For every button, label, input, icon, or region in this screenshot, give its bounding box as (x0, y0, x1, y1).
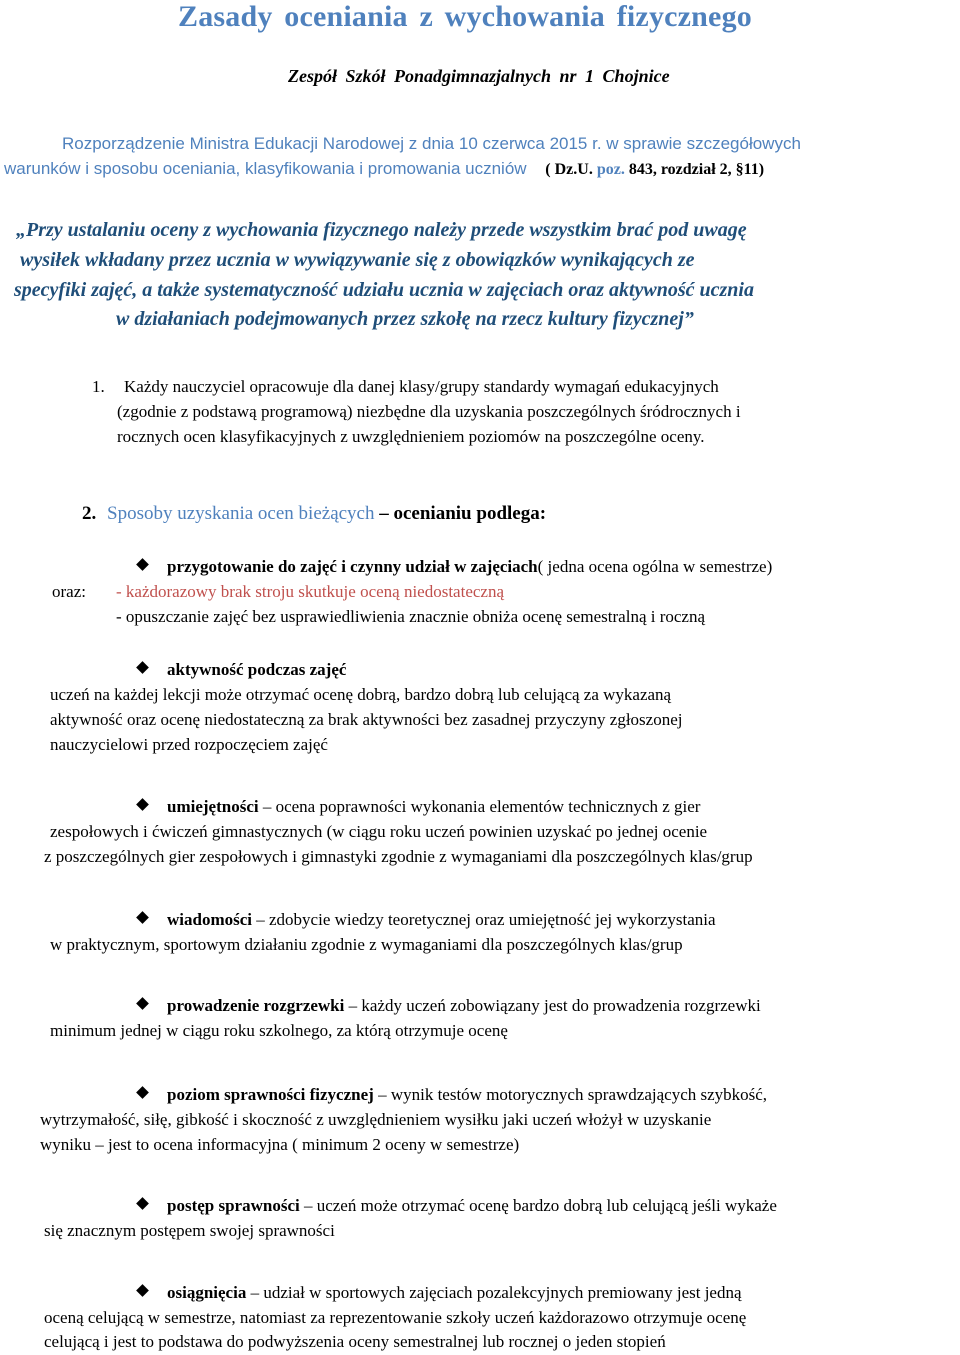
achievements-line-2: oceną celującą w semestrze, natomiast za reprezentowanie szkoły uczeń każdorazowo otrzymuje ocenę (44, 1308, 747, 1327)
fitness-line-3: wyniku – jest to ocena informacyjna ( minimum 2 oceny w semestrze) (40, 1135, 520, 1154)
knowledge-line-2: w praktycznym, sportowym działaniu zgodnie z wymaganiami dla poszczególnych klas/grup (50, 935, 683, 954)
regulation-line-2 (4, 159, 764, 179)
activity-line-1: uczeń na każdej lekcji może otrzymać ocenę dobrą, bardzo dobrą lub celującą za wykazaną (50, 685, 672, 704)
warmup-line-2: minimum jednej w ciągu roku szkolnego, za którą otrzymuje ocenę (50, 1021, 508, 1040)
progress-line-2: się znacznym postępem swojej sprawności (44, 1221, 335, 1240)
list-item-skills: umiejętności – ocena poprawności wykonania elementów technicznych z gier (138, 797, 700, 817)
prep-sub-1: - każdorazowy brak stroju skutkuje oceną niedostateczną (116, 582, 505, 601)
diamond-bullet-icon (136, 661, 149, 674)
list-item-warmup: prowadzenie rozgrzewki – każdy uczeń zobowiązany jest do prowadzenia rozgrzewki (138, 996, 761, 1016)
point-2-heading-rest: – ocenianiu podlega: (374, 503, 547, 524)
quote-line-2: wysiłek wkładany przez ucznia w wywiązywanie się z obowiązków wynikających ze (20, 249, 695, 271)
list-item-progress: postęp sprawności – uczeń może otrzymać ocenę bardzo dobrą lub celującą jeśli wykaże (138, 1196, 777, 1216)
diamond-bullet-icon (136, 558, 149, 571)
page-title: Zasady oceniania z wychowania fizycznego (178, 0, 752, 33)
quote-line-4: w działaniach podejmowanych przez szkołę na rzecz kultury fizycznej” (116, 308, 694, 330)
point-2-heading-blue: Sposoby uzyskania ocen bieżących (107, 503, 375, 524)
activity-line-3: nauczycielowi przed rozpoczęciem zajęć (50, 735, 328, 754)
regulation-line-1: Rozporządzenie Ministra Edukacji Narodowej z dnia 10 czerwca 2015 r. w sprawie szczegółowych (62, 134, 801, 153)
list-item-fitness: poziom sprawności fizycznej – wynik testów motorycznych sprawdzających szybkość, (138, 1085, 767, 1105)
diamond-bullet-icon (136, 911, 149, 924)
point-1-line-3: rocznych ocen klasyfikacyjnych z uwzględnieniem poziomów na poszczególne oceny. (117, 427, 705, 446)
regulation-text: warunków i sposobu oceniania, klasyfikowania i promowania uczniów (4, 159, 527, 178)
skills-line-2: zespołowych i ćwiczeń gimnastycznych (w ciągu roku uczeń powinien uzyskać po jednej ocenie (50, 822, 708, 841)
achievements-line-3: celującą i jest to podstawa do podwyższenia oceny semestralnej lub rocznej o jeden stopień (44, 1332, 666, 1351)
diamond-bullet-icon (136, 997, 149, 1010)
quote-line-1: „Przy ustalaniu oceny z wychowania fizycznego należy przede wszystkim brać pod uwagę (16, 219, 747, 241)
list-item-knowledge: wiadomości – zdobycie wiedzy teoretycznej oraz umiejętność jej wykorzystania (138, 910, 716, 930)
school-name: Zespół Szkół Ponadgimnazjalnych nr 1 Chojnice (288, 66, 670, 86)
regulation-reference: ( Dz.U. poz. 843, rozdział 2, §11) (545, 161, 765, 178)
activity-line-2: aktywność oraz ocenę niedostateczną za brak aktywności bez zasadnej przyczyny zgłoszonej (50, 710, 683, 729)
fitness-line-2: wytrzymałość, siłę, gibkość i skoczność z uwzględnieniem wysiłku jaki uczeń włożył w uzyskanie (40, 1110, 712, 1129)
prep-sub-2: - opuszczanie zajęć bez usprawiedliwienia znacznie obniża ocenę semestralną i roczną (116, 607, 706, 626)
point-1-line-1: Każdy nauczyciel opracowuje dla danej klasy/grupy standardy wymagań edukacyjnych (124, 377, 719, 396)
skills-line-3: z poszczególnych gier zespołowych i gimnastyki zgodnie z wymaganiami dla poszczególnych klas/grup (44, 847, 753, 866)
diamond-bullet-icon (136, 1197, 149, 1210)
quote-line-3: specyfiki zajęć, a także systematyczność udziału ucznia w zajęciach oraz aktywność ucznia (14, 279, 754, 301)
list-item-activity: aktywność podczas zajęć (138, 660, 346, 680)
point-1-line-2: (zgodnie z podstawą programową) niezbędne dla uzyskania poszczególnych śródrocznych i (117, 402, 741, 421)
diamond-bullet-icon (136, 798, 149, 811)
diamond-bullet-icon (136, 1086, 149, 1099)
point-2-number: 2. (82, 503, 97, 524)
list-item-achievements: osiągnięcia – udział w sportowych zajęciach pozalekcyjnych premiowany jest jedną (138, 1283, 742, 1303)
list-item-preparation: przygotowanie do zajęć i czynny udział w zajęciach( jedna ocena ogólna w semestrze) (138, 557, 772, 577)
diamond-bullet-icon (136, 1284, 149, 1297)
point-2-heading (82, 503, 546, 525)
oraz-label: oraz: (52, 582, 86, 601)
point-1-number: 1. (92, 377, 105, 396)
